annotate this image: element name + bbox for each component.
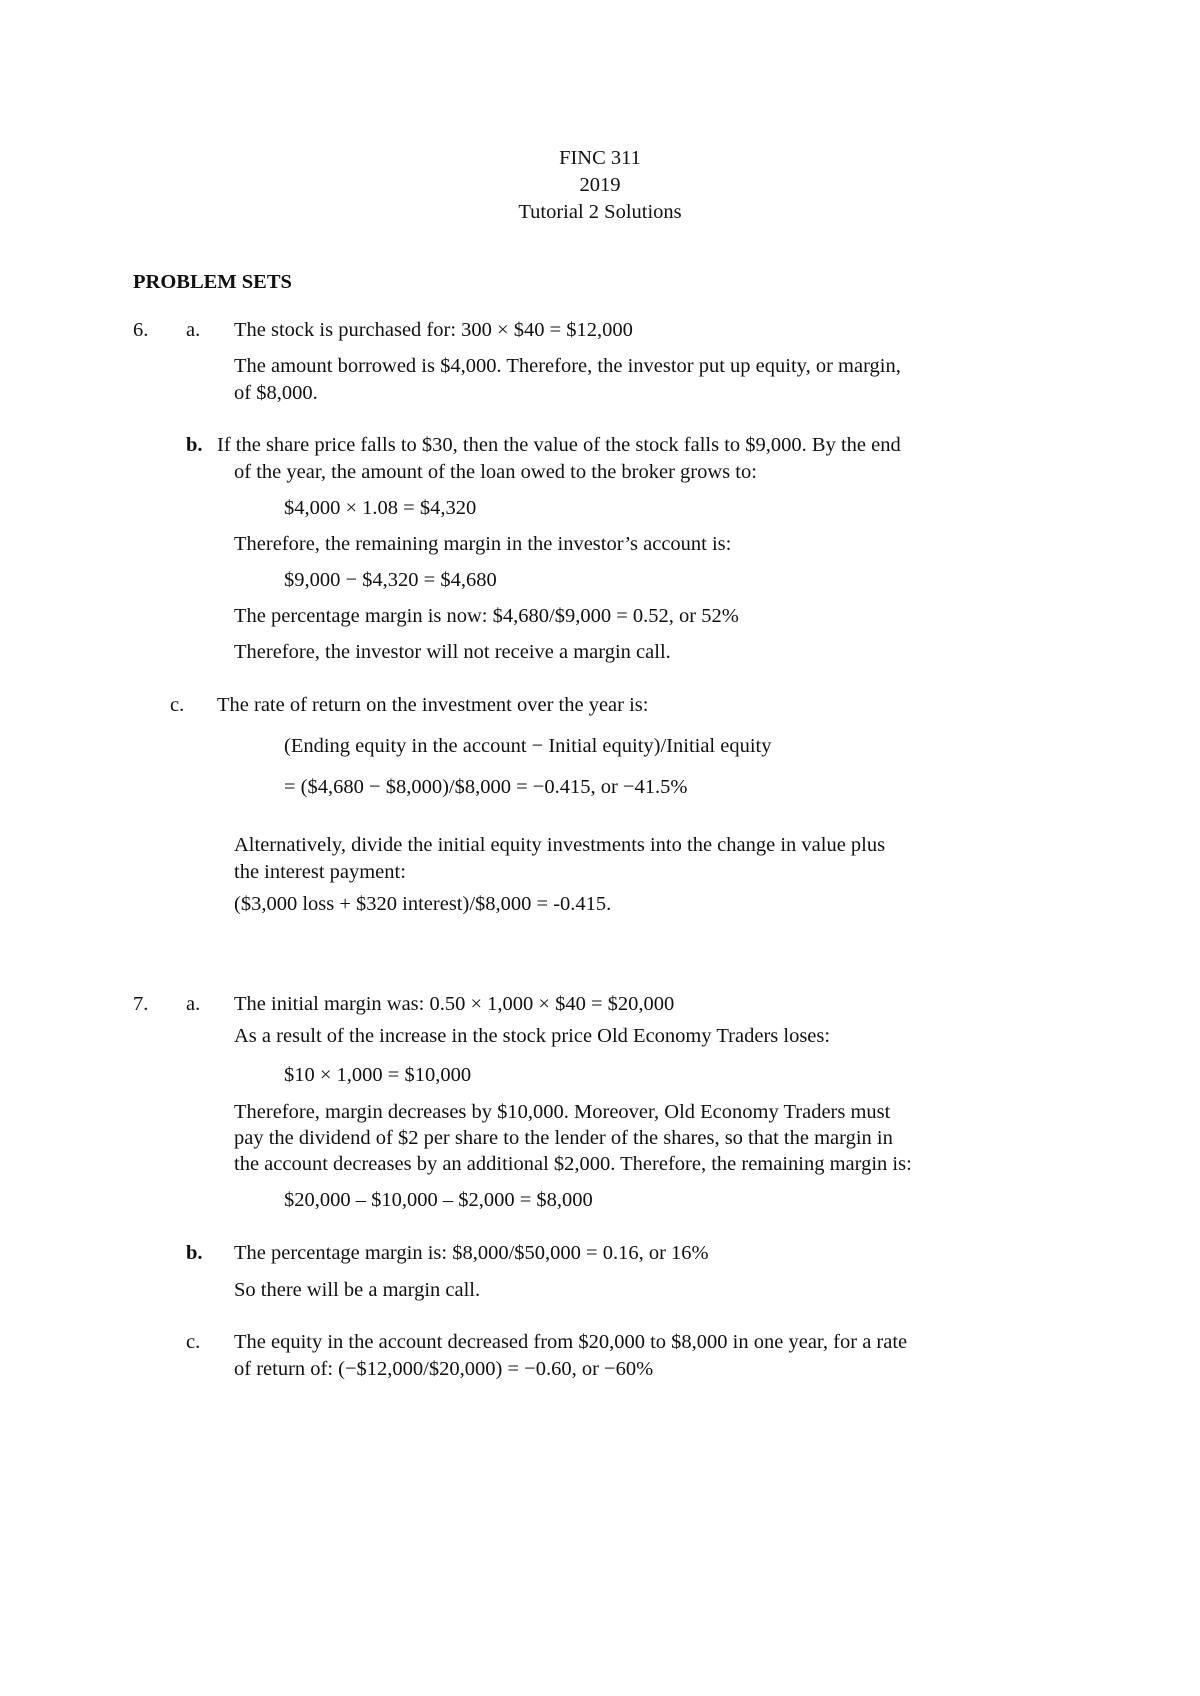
p7-c-marker: c. — [186, 1331, 201, 1353]
p7-a-equation: $10 × 1,000 = $10,000 — [284, 1064, 472, 1086]
p7-a-marker: a. — [186, 993, 201, 1015]
p6-a-line: The amount borrowed is $4,000. Therefore, the investor put up equity, or margin, — [234, 355, 901, 377]
p6-c-equation: (Ending equity in the account − Initial equity)/Initial equity — [284, 735, 772, 757]
p6-a-line: The stock is purchased for: 300 × $40 = $12,000 — [234, 319, 633, 341]
p7-a-line: pay the dividend of $2 per share to the lender of the shares, so that the margin in — [234, 1127, 893, 1149]
p7-b-line: So there will be a margin call. — [234, 1279, 481, 1301]
p6-c-equation: = ($4,680 − $8,000)/$8,000 = −0.415, or −41.5% — [284, 776, 688, 798]
p6-c-line: ($3,000 loss + $320 interest)/$8,000 = -0.415. — [234, 893, 612, 915]
problem-6-number: 6. — [133, 319, 149, 341]
p6-b-equation: $9,000 − $4,320 = $4,680 — [284, 569, 497, 591]
p7-a-line: the account decreases by an additional $2,000. Therefore, the remaining margin is: — [234, 1153, 912, 1175]
problem-7-number: 7. — [133, 993, 149, 1015]
course-code: FINC 311 — [559, 147, 641, 169]
course-year: 2019 — [579, 174, 621, 196]
p6-b-line: of the year, the amount of the loan owed to the broker grows to: — [234, 461, 757, 483]
p7-a-line: Therefore, margin decreases by $10,000. Moreover, Old Economy Traders must — [234, 1101, 891, 1123]
p6-b-equation: $4,000 × 1.08 = $4,320 — [284, 497, 477, 519]
section-heading: PROBLEM SETS — [133, 271, 292, 293]
p6-c-line: the interest payment: — [234, 861, 406, 883]
p7-a-line: As a result of the increase in the stock price Old Economy Traders loses: — [234, 1025, 831, 1047]
p6-b-line: The percentage margin is now: $4,680/$9,000 = 0.52, or 52% — [234, 605, 739, 627]
p6-b-marker: b. — [186, 434, 203, 456]
p6-b-line: Therefore, the investor will not receive a margin call. — [234, 641, 671, 663]
p6-b-line: Therefore, the remaining margin in the investor’s account is: — [234, 533, 732, 555]
p6-c-marker: c. — [170, 694, 185, 716]
p6-c-line: Alternatively, divide the initial equity investments into the change in value plus — [234, 834, 886, 856]
p7-b-line: The percentage margin is: $8,000/$50,000 = 0.16, or 16% — [234, 1242, 709, 1264]
p7-b-marker: b. — [186, 1242, 203, 1264]
p7-c-line: of return of: (−$12,000/$20,000) = −0.60, or −60% — [234, 1358, 654, 1380]
p6-b-line: If the share price falls to $30, then the value of the stock falls to $9,000. By the end — [217, 434, 901, 456]
p6-a-marker: a. — [186, 319, 201, 341]
p7-a-line: The initial margin was: 0.50 × 1,000 × $40 = $20,000 — [234, 993, 675, 1015]
p7-c-line: The equity in the account decreased from $20,000 to $8,000 in one year, for a rate — [234, 1331, 908, 1353]
p7-a-equation: $20,000 – $10,000 – $2,000 = $8,000 — [284, 1189, 593, 1211]
p6-c-line: The rate of return on the investment over the year is: — [217, 694, 649, 716]
document-title: Tutorial 2 Solutions — [518, 201, 682, 223]
p6-a-line: of $8,000. — [234, 382, 318, 404]
